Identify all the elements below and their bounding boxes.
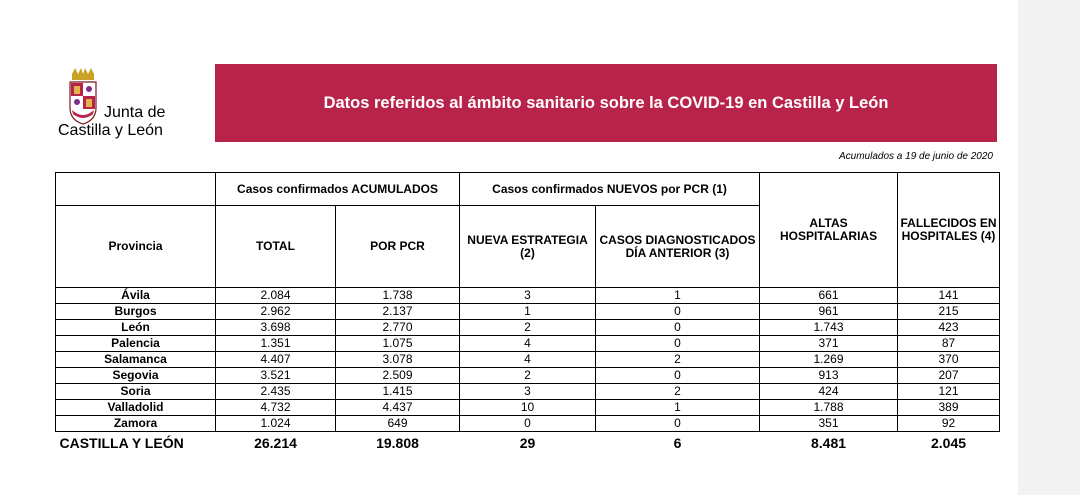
page-edge-margin (1018, 0, 1080, 495)
cell-fallecidos: 215 (898, 304, 1000, 320)
cell-por-pcr: 1.415 (336, 384, 460, 400)
cell-nueva: 3 (460, 288, 596, 304)
cell-total: 3.698 (216, 320, 336, 336)
table-body (56, 288, 1000, 432)
cell-total: 1.024 (216, 416, 336, 432)
cell-provincia: Palencia (56, 336, 216, 352)
junta-logo (56, 68, 216, 148)
col-header-total: TOTAL (216, 206, 336, 288)
cell-provincia: Ávila (56, 288, 216, 304)
table-row (56, 288, 1000, 304)
table-row (56, 352, 1000, 368)
table-row (56, 368, 1000, 384)
total-por-pcr: 19.808 (376, 434, 419, 451)
cell-altas: 1.788 (760, 400, 898, 416)
total-fallecidos: 2.045 (930, 434, 967, 451)
coat-of-arms-icon (66, 68, 100, 128)
col-header-fallecidos: FALLECIDOS EN HOSPITALES (4) (898, 173, 1000, 288)
cell-provincia: Segovia (56, 368, 216, 384)
cell-provincia: Salamanca (56, 352, 216, 368)
cell-total: 2.962 (216, 304, 336, 320)
covid-data-table (55, 172, 1000, 454)
cell-dia: 2 (596, 384, 760, 400)
cell-provincia: Valladolid (56, 400, 216, 416)
cell-nueva: 0 (460, 416, 596, 432)
cell-total: 2.084 (216, 288, 336, 304)
cell-por-pcr: 649 (336, 416, 460, 432)
date-note: Acumulados a 19 de junio de 2020 (838, 151, 993, 162)
total-total: 26.214 (254, 434, 297, 451)
cell-por-pcr: 2.137 (336, 304, 460, 320)
cell-dia: 0 (596, 368, 760, 384)
cell-provincia: León (56, 320, 216, 336)
cell-nueva: 2 (460, 320, 596, 336)
cell-nueva: 2 (460, 368, 596, 384)
cell-altas: 371 (760, 336, 898, 352)
cell-dia: 0 (596, 416, 760, 432)
table-row (56, 320, 1000, 336)
cell-fallecidos: 141 (898, 288, 1000, 304)
cell-altas: 661 (760, 288, 898, 304)
total-altas: 8.481 (810, 434, 847, 451)
cell-nueva: 1 (460, 304, 596, 320)
table-row (56, 336, 1000, 352)
cell-dia: 0 (596, 320, 760, 336)
total-label: CASTILLA Y LEÓN (59, 434, 184, 451)
total-dia: 6 (673, 434, 682, 451)
table-row (56, 400, 1000, 416)
group-header-acumulados: Casos confirmados ACUMULADOS (216, 173, 460, 206)
cell-fallecidos: 370 (898, 352, 1000, 368)
cell-total: 4.732 (216, 400, 336, 416)
title-banner (215, 64, 997, 142)
cell-dia: 0 (596, 304, 760, 320)
cell-nueva: 10 (460, 400, 596, 416)
cell-altas: 424 (760, 384, 898, 400)
cell-fallecidos: 389 (898, 400, 1000, 416)
col-header-nueva-estrategia: NUEVA ESTRATEGIA (2) (460, 206, 596, 288)
cell-total: 1.351 (216, 336, 336, 352)
col-header-altas: ALTAS HOSPITALARIAS (760, 173, 898, 288)
cell-nueva: 3 (460, 384, 596, 400)
group-header-nuevos: Casos confirmados NUEVOS por PCR (1) (460, 173, 760, 206)
table-row (56, 384, 1000, 400)
cell-por-pcr: 2.509 (336, 368, 460, 384)
cell-fallecidos: 121 (898, 384, 1000, 400)
total-nueva: 29 (519, 434, 536, 451)
cell-dia: 2 (596, 352, 760, 368)
cell-provincia: Soria (56, 384, 216, 400)
cell-fallecidos: 92 (898, 416, 1000, 432)
cell-dia: 1 (596, 400, 760, 416)
cell-provincia: Burgos (56, 304, 216, 320)
cell-fallecidos: 87 (898, 336, 1000, 352)
cell-altas: 1.269 (760, 352, 898, 368)
cell-por-pcr: 2.770 (336, 320, 460, 336)
table-row (56, 304, 1000, 320)
cell-nueva: 4 (460, 352, 596, 368)
cell-provincia: Zamora (56, 416, 216, 432)
logo-text-line1: Junta de (104, 104, 166, 121)
cell-total: 4.407 (216, 352, 336, 368)
cell-por-pcr: 3.078 (336, 352, 460, 368)
cell-total: 2.435 (216, 384, 336, 400)
cell-nueva: 4 (460, 336, 596, 352)
cell-fallecidos: 423 (898, 320, 1000, 336)
cell-altas: 913 (760, 368, 898, 384)
cell-dia: 1 (596, 288, 760, 304)
group-header-row (56, 173, 1000, 206)
col-header-por-pcr: POR PCR (336, 206, 460, 288)
cell-total: 3.521 (216, 368, 336, 384)
cell-por-pcr: 1.738 (336, 288, 460, 304)
cell-por-pcr: 4.437 (336, 400, 460, 416)
cell-altas: 1.743 (760, 320, 898, 336)
cell-altas: 961 (760, 304, 898, 320)
cell-dia: 0 (596, 336, 760, 352)
cell-por-pcr: 1.075 (336, 336, 460, 352)
total-row (56, 432, 1000, 455)
logo-text-line2: Castilla y León (58, 122, 163, 139)
banner-title: Datos referidos al ámbito sanitario sobre la COVID-19 en Castilla y León (323, 93, 889, 112)
col-header-provincia: Provincia (56, 206, 216, 288)
table-row (56, 416, 1000, 432)
empty-corner-cell (56, 173, 216, 206)
col-header-casos-diagnosticados: CASOS DIAGNOSTICADOS DÍA ANTERIOR (3) (596, 206, 760, 288)
cell-fallecidos: 207 (898, 368, 1000, 384)
cell-altas: 351 (760, 416, 898, 432)
